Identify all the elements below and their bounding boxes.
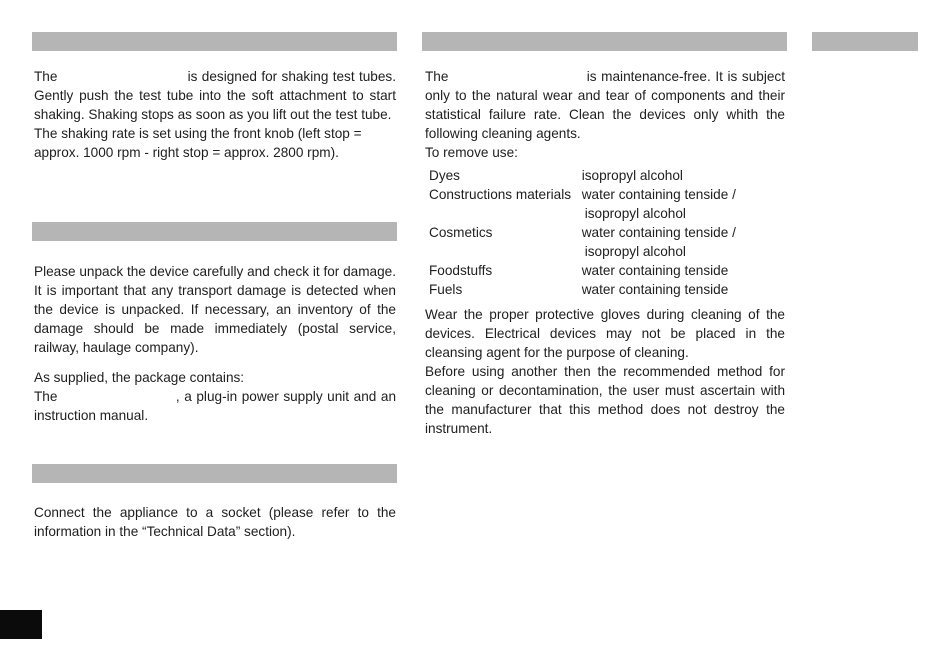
substance-cell: Fuels: [429, 282, 463, 297]
intro-paragraph-1: The is designed for shaking test tubes. Gently push the test tube into the soft attachment to start shaking. Shaking stops as soon as you lift out the test tube.: [34, 69, 396, 122]
table-row: [429, 242, 785, 261]
decontamination-paragraph: Before using another then the recommended method for cleaning or decontamination, the user must ascertain with the manufacturer that this method does not destroy the instrument.: [425, 364, 785, 436]
table-row: [429, 185, 785, 204]
maintenance-paragraph-2: To remove use:: [425, 145, 518, 160]
section-bar-intro: [32, 32, 397, 51]
substance-cell: [429, 242, 582, 261]
table-row: [429, 204, 785, 223]
agent-cell: isopropyl alcohol: [584, 206, 686, 221]
substance-cell: Dyes: [429, 168, 460, 183]
unpacking-paragraph-3: The , a plug-in power supply unit and an instruction manual.: [34, 389, 397, 423]
agent-cell: water containing tenside /: [581, 187, 736, 202]
section-bar-connect: [32, 464, 397, 483]
agent-cell: isopropyl alcohol: [581, 168, 683, 183]
substance-cell: Foodstuffs: [429, 263, 493, 278]
intro-paragraph-2: The shaking rate is set using the front knob (left stop = approx. 1000 rpm - right stop = approx. 2800 rpm).: [34, 126, 362, 160]
substance-cell: [429, 204, 582, 223]
cleaning-agents-table: [429, 166, 785, 299]
unpacking-section: [34, 262, 396, 425]
intro-section: [34, 67, 396, 162]
agent-cell: water containing tenside: [581, 282, 729, 297]
substance-cell: Constructions materials: [429, 187, 572, 202]
gloves-paragraph: Wear the proper protective gloves during cleaning of the devices. Electrical devices may not be placed in the cleansing agent for the purpose of cleaning.: [425, 307, 785, 360]
table-row: [429, 223, 785, 242]
table-row: [429, 280, 785, 299]
substance-cell: Cosmetics: [429, 225, 493, 240]
connect-section: [34, 503, 396, 541]
unpacking-paragraph-1: Please unpack the device carefully and check it for damage. It is important that any transport damage is detected when the device is unpacked. If necessary, an inventory of the damage should be made immediately (postal service, railway, haulage company).: [34, 264, 396, 355]
section-bar-next-page: [812, 32, 918, 51]
connect-paragraph: Connect the appliance to a socket (please refer to the information in the “Technical Data” section).: [34, 505, 396, 539]
section-bar-unpacking: [32, 222, 397, 241]
section-bar-maintenance: [422, 32, 787, 51]
maintenance-paragraph-1: The is maintenance-free. It is subject only to the natural wear and tear of components and their statistical failure rate. Clean the devices only whith the following cleaning agents.: [425, 69, 785, 141]
table-row: [429, 261, 785, 280]
agent-cell: water containing tenside /: [581, 225, 736, 240]
agent-cell: isopropyl alcohol: [584, 244, 686, 259]
page-tab-marker: [0, 610, 42, 639]
maintenance-section: [425, 67, 785, 438]
agent-cell: water containing tenside: [581, 263, 729, 278]
table-row: [429, 166, 785, 185]
unpacking-paragraph-2: As supplied, the package contains:: [34, 370, 245, 385]
